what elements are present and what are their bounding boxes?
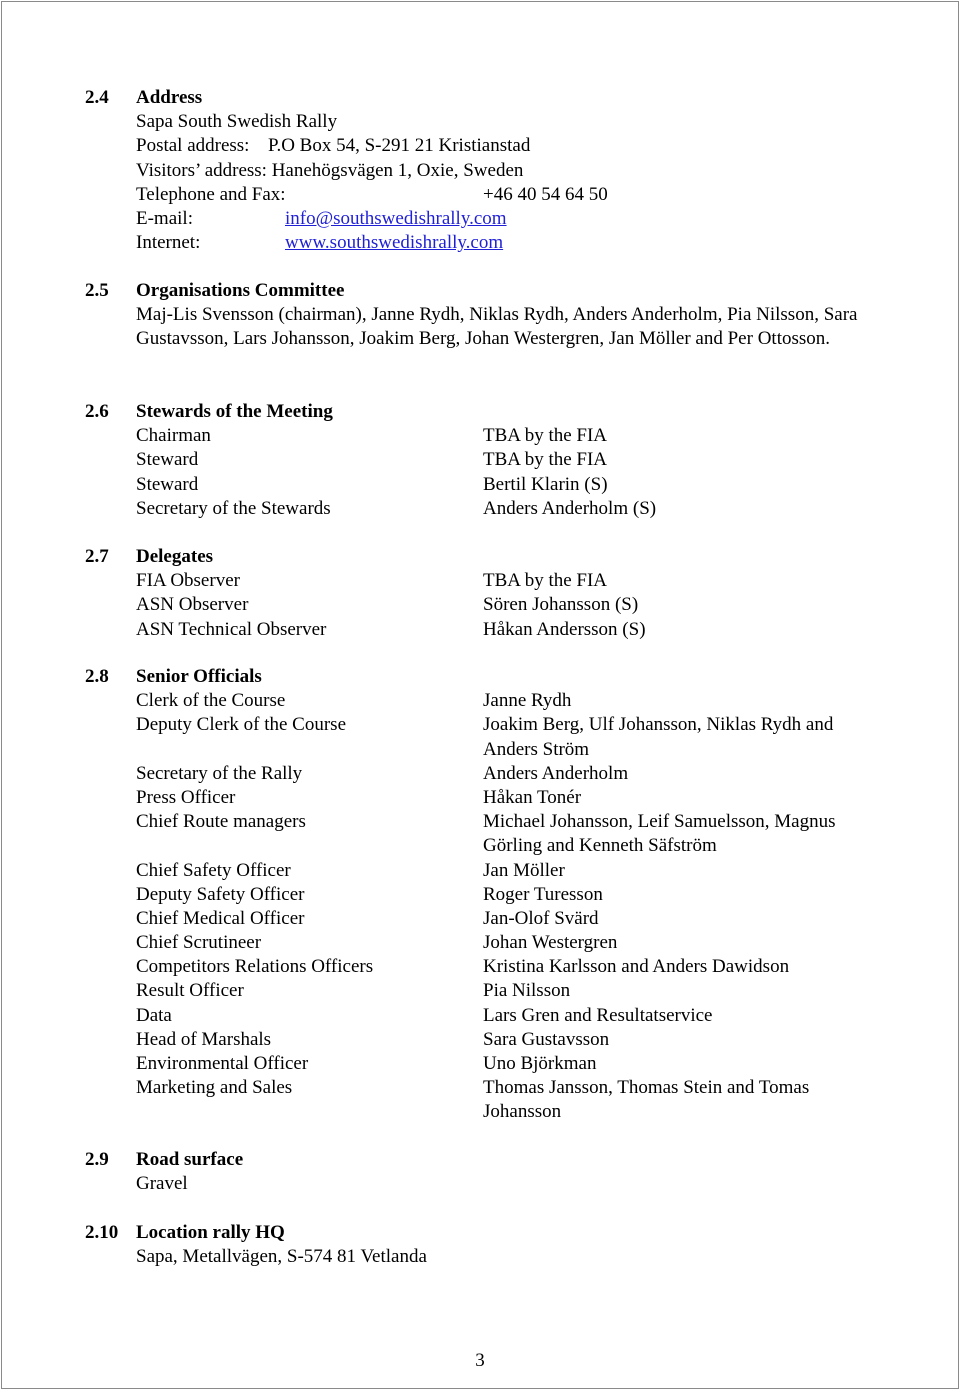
section-title: Organisations Committee — [136, 280, 345, 301]
section-delegates — [85, 545, 885, 642]
section-title: Address — [136, 87, 203, 108]
role-value: Uno Björkman — [483, 1053, 597, 1074]
role-label: Marketing and Sales — [136, 1077, 293, 1099]
role-label: Secretary of the Stewards — [136, 497, 331, 519]
role-value: Anders Anderholm — [483, 762, 629, 784]
role-label: Chairman — [136, 425, 211, 447]
role-label: Chief Route managers — [136, 811, 306, 833]
role-value: Johan Westergren — [483, 932, 618, 954]
committee-members: Maj-Lis Svensson (chairman), Janne Rydh, Niklas Rydh, Anders Anderholm, Pia Nilsson, Sara Gustavsson, Lars Johansson, Joakim Berg, Johan Westergren, Jan Möller and Per Ottosson. — [136, 304, 858, 350]
section-number: 2.7 — [85, 546, 109, 567]
role-value: Pia Nilsson — [483, 980, 571, 1002]
role-label: Competitors Relations Officers — [136, 956, 374, 978]
page-number: 3 — [475, 1350, 485, 1371]
section-number: 2.5 — [85, 280, 109, 301]
role-value: Kristina Karlsson and Anders Dawidson — [483, 956, 790, 978]
section-title: Stewards of the Meeting — [136, 401, 333, 422]
visitors-address: Visitors’ address: Hanehögsvägen 1, Oxie, Sweden — [136, 159, 524, 181]
postal-value: P.O Box 54, S-291 21 Kristianstad — [268, 135, 531, 157]
role-label: Result Officer — [136, 980, 244, 1002]
role-label: Chief Safety Officer — [136, 859, 291, 881]
road-surface-value: Gravel — [136, 1173, 188, 1195]
role-value: Michael Johansson, Leif Samuelsson, Magnus — [483, 811, 836, 833]
section-stewards — [85, 400, 885, 521]
section-title: Location rally HQ — [136, 1222, 285, 1243]
role-value: Anders Anderholm (S) — [483, 497, 657, 519]
section-title: Senior Officials — [136, 666, 262, 687]
role-label: Chief Scrutineer — [136, 932, 262, 954]
role-value: Roger Turesson — [483, 883, 603, 905]
role-label: FIA Observer — [136, 570, 240, 592]
website-link[interactable]: www.southswedishrally.com — [285, 232, 504, 254]
role-value: TBA by the FIA — [483, 570, 608, 592]
role-label: ASN Technical Observer — [136, 618, 327, 640]
section-rally-hq — [85, 1221, 885, 1269]
organizer-name: Sapa South Swedish Rally — [136, 111, 338, 133]
section-number: 2.8 — [85, 666, 109, 687]
section-address — [85, 86, 885, 255]
phone-label: Telephone and Fax: — [136, 183, 286, 205]
role-label: Environmental Officer — [136, 1053, 309, 1074]
role-value: Håkan Tonér — [483, 786, 582, 808]
role-label: Deputy Clerk of the Course — [136, 714, 347, 736]
role-label: Secretary of the Rally — [136, 762, 303, 784]
role-value: TBA by the FIA — [483, 425, 608, 447]
section-number: 2.4 — [85, 87, 109, 108]
role-value: Lars Gren and Resultatservice — [483, 1004, 713, 1026]
section-number: 2.6 — [85, 401, 109, 422]
section-number: 2.10 — [85, 1222, 119, 1243]
role-label: Steward — [136, 473, 199, 495]
role-label: Head of Marshals — [136, 1028, 272, 1050]
section-committee — [85, 279, 885, 352]
role-label: Press Officer — [136, 786, 236, 808]
role-value: Bertil Klarin (S) — [483, 473, 608, 495]
role-value: Joakim Berg, Ulf Johansson, Niklas Rydh and — [483, 714, 834, 736]
role-value: Anders Ström — [483, 738, 590, 760]
email-link[interactable]: info@southswedishrally.com — [285, 207, 507, 229]
role-label: Deputy Safety Officer — [136, 883, 305, 905]
section-road-surface — [85, 1148, 885, 1196]
role-label: ASN Observer — [136, 594, 249, 616]
role-value: Jan Möller — [483, 859, 565, 881]
role-value: TBA by the FIA — [483, 449, 608, 471]
role-value: Janne Rydh — [483, 690, 572, 712]
role-value: Thomas Jansson, Thomas Stein and Tomas — [483, 1077, 810, 1099]
section-title: Road surface — [136, 1149, 244, 1170]
internet-label: Internet: — [136, 232, 201, 254]
section-title: Delegates — [136, 546, 214, 567]
section-officials — [85, 665, 885, 1125]
role-label: Steward — [136, 449, 199, 471]
role-label: Chief Medical Officer — [136, 907, 305, 929]
rally-hq-address: Sapa, Metallvägen, S-574 81 Vetlanda — [136, 1246, 427, 1268]
role-label: Data — [136, 1004, 172, 1026]
role-value: Jan-Olof Svärd — [483, 907, 599, 929]
section-number: 2.9 — [85, 1149, 109, 1170]
postal-label: Postal address: — [136, 135, 250, 157]
role-value: Görling and Kenneth Säfström — [483, 835, 717, 857]
document-page — [1, 1, 959, 1389]
email-label: E-mail: — [136, 207, 193, 229]
role-label: Clerk of the Course — [136, 690, 286, 712]
role-value: Sara Gustavsson — [483, 1028, 610, 1050]
role-value: Johansson — [483, 1101, 562, 1123]
role-value: Sören Johansson (S) — [483, 594, 639, 616]
phone-value: +46 40 54 64 50 — [483, 183, 608, 205]
role-value: Håkan Andersson (S) — [483, 618, 646, 640]
